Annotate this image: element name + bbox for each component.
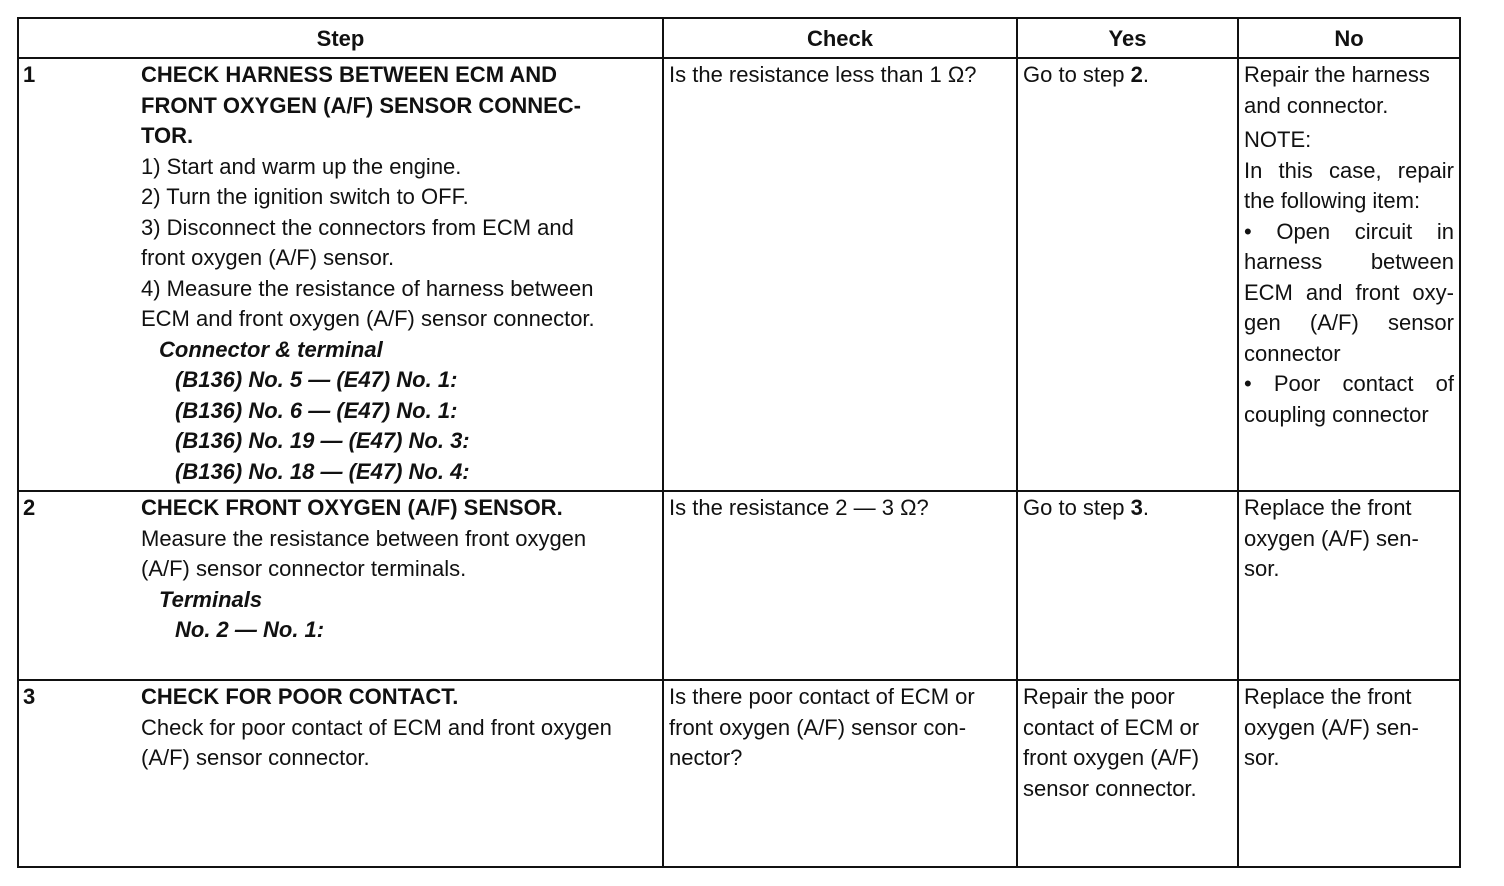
no-line: • Open circuit in [1244, 218, 1454, 244]
no-action [1244, 682, 1454, 774]
no-line: sor. [1244, 556, 1280, 581]
spec-value: (B136) No. 6 — (E47) No. 1: [175, 397, 458, 423]
yes-line: front oxygen (A/F) [1023, 745, 1200, 770]
instruction-line: 2) Turn the ignition switch to OFF. [141, 184, 469, 209]
no-line: the following item: [1244, 188, 1421, 213]
step-title: CHECK FRONT OXYGEN (A/F) SENSOR. [141, 495, 563, 520]
note-label: NOTE: [1244, 127, 1312, 152]
no-line: harness between [1244, 249, 1454, 274]
header-no: No [1334, 26, 1364, 51]
check-question [669, 60, 1014, 91]
instruction-line: Measure the resistance between front oxygen [141, 525, 587, 551]
instruction-line: 3) Disconnect the connectors from ECM and [141, 214, 574, 240]
spec-value: (B136) No. 18 — (E47) No. 4: [175, 458, 470, 484]
yes-line: Repair the poor [1023, 684, 1175, 709]
column-divider [662, 17, 664, 868]
no-line: Repair the harness [1244, 62, 1430, 87]
yes-suffix: . [1142, 62, 1149, 87]
no-line: connector [1244, 340, 1341, 366]
row-divider [17, 57, 1461, 59]
yes-line: contact of ECM or [1023, 714, 1200, 740]
spec-label: Terminals [159, 586, 263, 612]
no-line: coupling connector [1244, 401, 1429, 427]
yes-prefix: Go to step [1023, 62, 1131, 87]
spec-value: No. 2 — No. 1: [175, 617, 325, 642]
no-line: In this case, repair [1244, 157, 1454, 183]
yes-line [1023, 60, 1233, 91]
column-divider [1016, 17, 1018, 868]
no-line: oxygen (A/F) sen- [1244, 525, 1419, 551]
yes-action [1023, 60, 1233, 91]
yes-line: sensor connector. [1023, 775, 1197, 801]
header-step: Step [316, 26, 365, 51]
row-divider [17, 490, 1461, 492]
spec-label: Connector & terminal [159, 336, 383, 362]
step-number: 2 [23, 495, 36, 520]
check-line: nector? [669, 745, 743, 770]
yes-action [1023, 493, 1233, 524]
yes-suffix: . [1142, 495, 1149, 520]
no-line: Replace the front [1244, 684, 1412, 709]
column-divider [1237, 17, 1239, 868]
yes-prefix: Go to step [1023, 495, 1131, 520]
step-number: 3 [23, 684, 36, 709]
check-line: Is there poor contact of ECM or [669, 684, 975, 709]
no-line: sor. [1244, 745, 1280, 770]
header-yes: Yes [1108, 26, 1147, 51]
step-description [141, 682, 655, 774]
step-number: 1 [23, 62, 36, 87]
no-line: ECM and front oxy- [1244, 279, 1454, 305]
instruction-line: (A/F) sensor connector terminals. [141, 556, 467, 581]
check-line: Is the resistance less than 1 Ω? [669, 62, 977, 87]
instruction-line: (A/F) sensor connector. [141, 745, 370, 770]
check-question [669, 682, 1014, 774]
no-action [1244, 493, 1454, 585]
yes-line [1023, 493, 1233, 524]
step-description [141, 60, 655, 487]
instruction-line: ECM and front oxygen (A/F) sensor connector. [141, 306, 595, 331]
instruction-line: front oxygen (A/F) sensor. [141, 245, 395, 270]
yes-step-number: 2 [1130, 62, 1143, 87]
header-check: Check [806, 26, 874, 51]
spec-value: (B136) No. 5 — (E47) No. 1: [175, 367, 458, 392]
step-description [141, 493, 655, 646]
instruction-line: 4) Measure the resistance of harness between [141, 275, 594, 301]
yes-action [1023, 682, 1233, 804]
no-action [1244, 60, 1454, 430]
step-title: FRONT OXYGEN (A/F) SENSOR CONNEC- [141, 92, 582, 118]
no-line: gen (A/F) sensor [1244, 310, 1454, 335]
step-title: CHECK HARNESS BETWEEN ECM AND [141, 62, 557, 87]
check-question [669, 493, 1014, 524]
row-divider [17, 679, 1461, 681]
instruction-line: Check for poor contact of ECM and front oxygen [141, 714, 612, 740]
no-line: Replace the front [1244, 495, 1412, 520]
yes-step-number: 3 [1130, 495, 1143, 520]
step-title: TOR. [141, 123, 194, 148]
check-line: front oxygen (A/F) sensor con- [669, 714, 967, 740]
instruction-line: 1) Start and warm up the engine. [141, 153, 462, 179]
step-title: CHECK FOR POOR CONTACT. [141, 684, 459, 709]
check-line: Is the resistance 2 — 3 Ω? [669, 495, 929, 520]
no-line: and connector. [1244, 92, 1389, 118]
no-line: oxygen (A/F) sen- [1244, 714, 1419, 740]
spec-value: (B136) No. 19 — (E47) No. 3: [175, 428, 470, 453]
no-line: • Poor contact of [1244, 371, 1454, 396]
